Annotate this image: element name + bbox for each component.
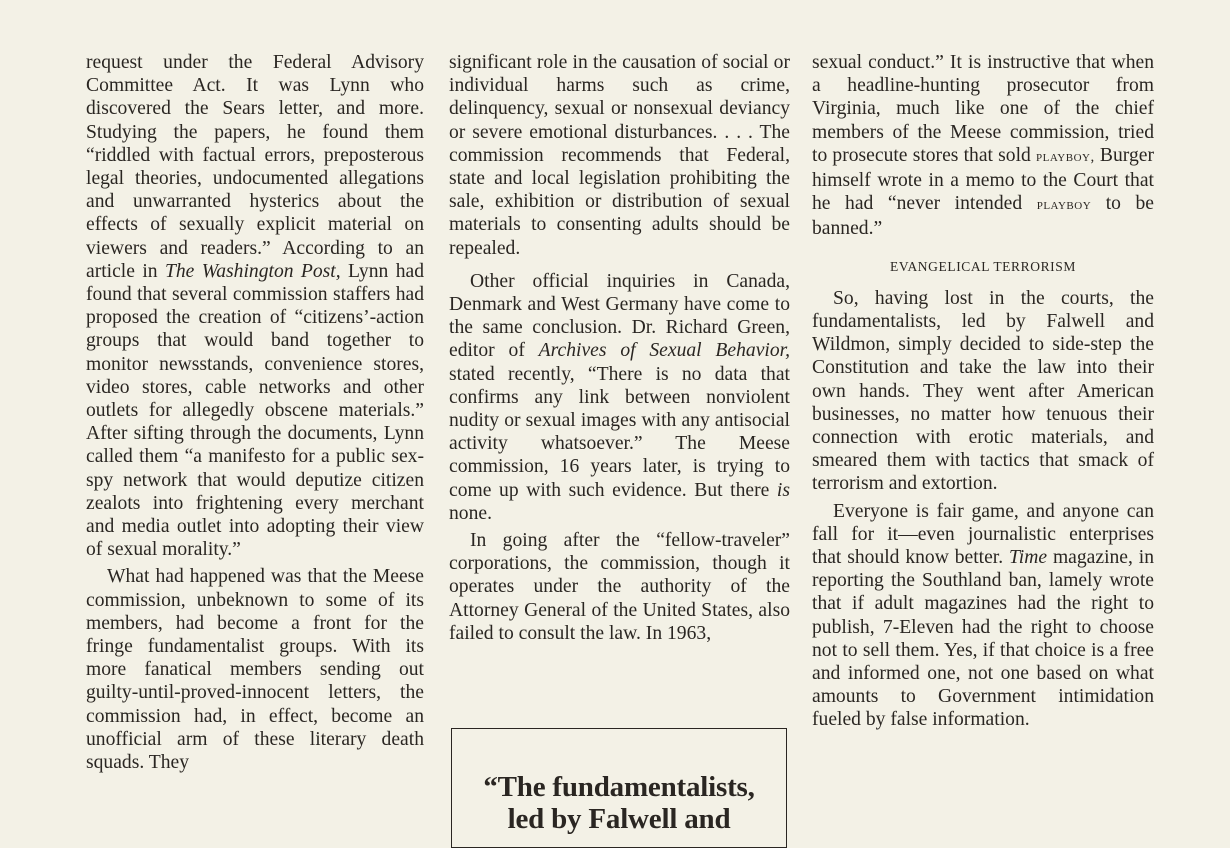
text-run: sexual conduct.” It is instructive that when a headline-hunting prosecutor from Virginia, much like one of the chief members of the Meese commission, tried to prosecute stores that sold bbox=[812, 52, 1154, 166]
text-run: Other official inquiries in Canada, Denmark and West Germany have come to the same conclusion. Dr. Richard Green, editor of bbox=[449, 270, 790, 362]
paragraph bbox=[812, 500, 1154, 732]
text-run: Burger himself wrote in a memo to the Court that he had “never intended bbox=[812, 144, 1154, 215]
text-run: Everyone is fair game, and anyone can fall for it—even journalistic enterprises that should know better. bbox=[812, 500, 1154, 569]
text-run: to be banned.” bbox=[812, 193, 1155, 240]
paragraph: So, having lost in the courts, the fundamentalists, led by Falwell and Wildmon, simply decided to side-step the Constitution and take the law into their own hands. They went after American businesses, no matter how tenuous their connection with erotic materials, and smeared them with tactics that smack of terrorism and extortion. bbox=[812, 287, 1154, 495]
paragraph bbox=[812, 51, 1154, 241]
paragraph: In going after the “fellow-traveler” corporations, the commission, though it operates under the authority of the Attorney General of the United States, also failed to consult the law. In 1963, bbox=[449, 530, 790, 644]
text-run: magazine, in reporting the Southland ban, lamely wrote that if adult magazines had the right to publish, 7-Eleven had the right to choose not to sell them. Yes, if that choice is a free and informed one, not one based on what amounts to Government intimidation fueled by false information. bbox=[812, 547, 1154, 731]
italic-emphasis: is bbox=[776, 479, 790, 501]
pull-quote bbox=[452, 771, 786, 835]
italic-title: The Washington Post, bbox=[164, 260, 341, 282]
small-caps-name: playboy bbox=[1036, 197, 1092, 214]
pull-quote-line: led by Falwell and bbox=[507, 803, 731, 835]
text-run: request under the Federal Advisory Committee Act. It was Lynn who discovered the Sears letter, and more. Studying the papers, he found them “riddled with factual errors, preposterous legal theories, undocumented allegations and unwarranted hysterics about the effects of sexually explicit material on viewers and readers.” According to an article in bbox=[86, 52, 424, 282]
paragraph: What had happened was that the Meese commission, unbeknown to some of its members, had become a front for the fringe fundamentalist groups. With its more fanatical members sending out guilty-until-proved-innocent letters, the commission had, in effect, become an unofficial arm of these literary death squads. They bbox=[86, 566, 424, 774]
section-subhead: EVANGELICAL TERRORISM bbox=[890, 258, 1076, 274]
small-caps-name: playboy, bbox=[1036, 148, 1095, 165]
column-right bbox=[812, 51, 1154, 732]
paragraph bbox=[86, 51, 424, 561]
column-middle bbox=[449, 51, 790, 645]
paragraph bbox=[449, 270, 790, 525]
pull-quote-line: “The fundamentalists, bbox=[483, 771, 755, 803]
italic-title: Time bbox=[1008, 547, 1048, 569]
text-run: none. bbox=[449, 502, 492, 524]
text-run: stated recently, “There is no data that confirms any link between nonviolent nudity or sexual images with any antisocial activity whatsoever.” The Meese commission, 16 years later, is trying to come up with such evidence. But there bbox=[449, 363, 790, 501]
italic-title: Archives of Sexual Behavior, bbox=[538, 340, 790, 362]
column-left bbox=[86, 51, 424, 774]
pull-quote-box bbox=[451, 728, 787, 848]
paragraph: significant role in the causation of social or individual harms such as crime, delinquency, sexual or nonsexual deviancy or severe emotional disturbances. . . . The commission recommends that Federal, state and local legislation prohibiting the sale, exhibition or distribution of sexual materials to consenting adults should be repealed. bbox=[449, 52, 790, 259]
text-run: Lynn had found that several commission staffers had proposed the creation of “citizens’-action groups that would band together to monitor newsstands, convenience stores, video stores, cable networks and other outlets for allegedly obscene materials.” After sifting through the documents, Lynn called them “a manifesto for a public sex-spy network that would deputize citizen zealots into frightening every merchant and media outlet into adopting their view of sexual morality.” bbox=[86, 260, 424, 561]
